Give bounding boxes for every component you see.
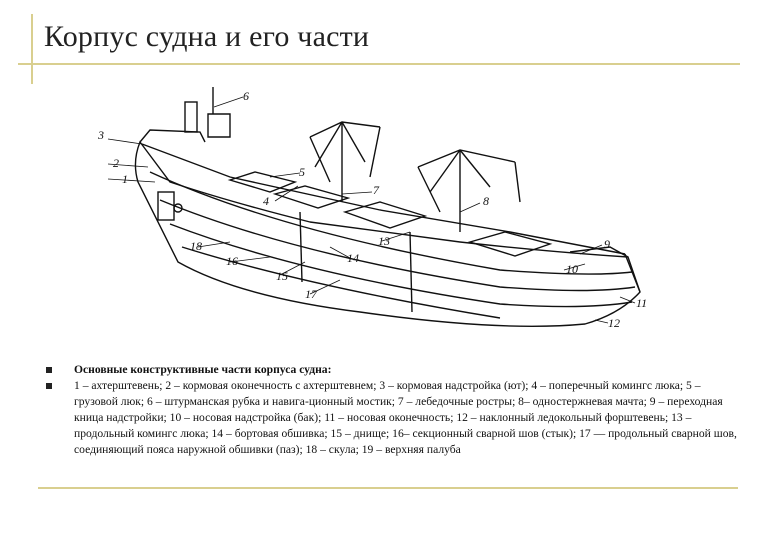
callout-11: 11 <box>636 296 648 310</box>
bottom-divider <box>38 487 738 489</box>
callout-16: 16 <box>226 254 238 268</box>
callout-7: 7 <box>373 183 379 197</box>
bullet-square-icon <box>46 367 52 373</box>
bullet-square-icon <box>46 383 52 389</box>
callout-4: 4 <box>263 194 269 208</box>
bullet-item <box>46 378 746 458</box>
bullet-item <box>46 362 746 378</box>
decor-vertical-line <box>31 14 33 84</box>
callout-8: 8 <box>483 194 489 208</box>
title-underline <box>18 63 740 65</box>
bullet-legend-text: 1 – ахтерштевень; 2 – кормовая оконечность с ахтерштевнем; 3 – кормовая надстройка (ют); 4 – поперечный комингс люка; 5 – грузовой люк; 6 – штурманская рубка и навига-ционный мостик; 7 – лебедочные ростры; 8– одностержневая мачта; 9 – переходная кница надстройки; 10 – носовая надстройка (бак); 11 – носовая оконечность; 12 – наклонный ледокольный форштевень; 13 – продольный комингс люка; 14 – бортовая обшивка; 15 – днище; 16– секционный сварной шов (стык); 17 — продольный сварной шов, соединяющий пояса наружной обшивки (паз); 18 – скула; 19 – верхняя палуба <box>74 379 737 456</box>
callout-14: 14 <box>347 251 359 265</box>
callout-12: 12 <box>608 316 620 330</box>
callout-18: 18 <box>190 239 202 253</box>
callout-6: 6 <box>243 89 249 103</box>
callout-9: 9 <box>604 237 610 251</box>
callout-3: 3 <box>98 128 104 142</box>
callout-1: 1 <box>122 172 128 186</box>
callout-15: 15 <box>276 269 288 283</box>
callout-10: 10 <box>566 262 578 276</box>
ship-hull-drawing <box>80 82 680 344</box>
slide-title: Корпус судна и его части <box>44 20 370 53</box>
callout-2: 2 <box>113 156 119 170</box>
callout-17: 17 <box>305 287 317 301</box>
bullet-heading: Основные конструктивные части корпуса судна: <box>74 363 332 376</box>
callout-13: 13 <box>378 234 390 248</box>
bullet-list <box>46 362 746 458</box>
callout-5: 5 <box>299 165 305 179</box>
